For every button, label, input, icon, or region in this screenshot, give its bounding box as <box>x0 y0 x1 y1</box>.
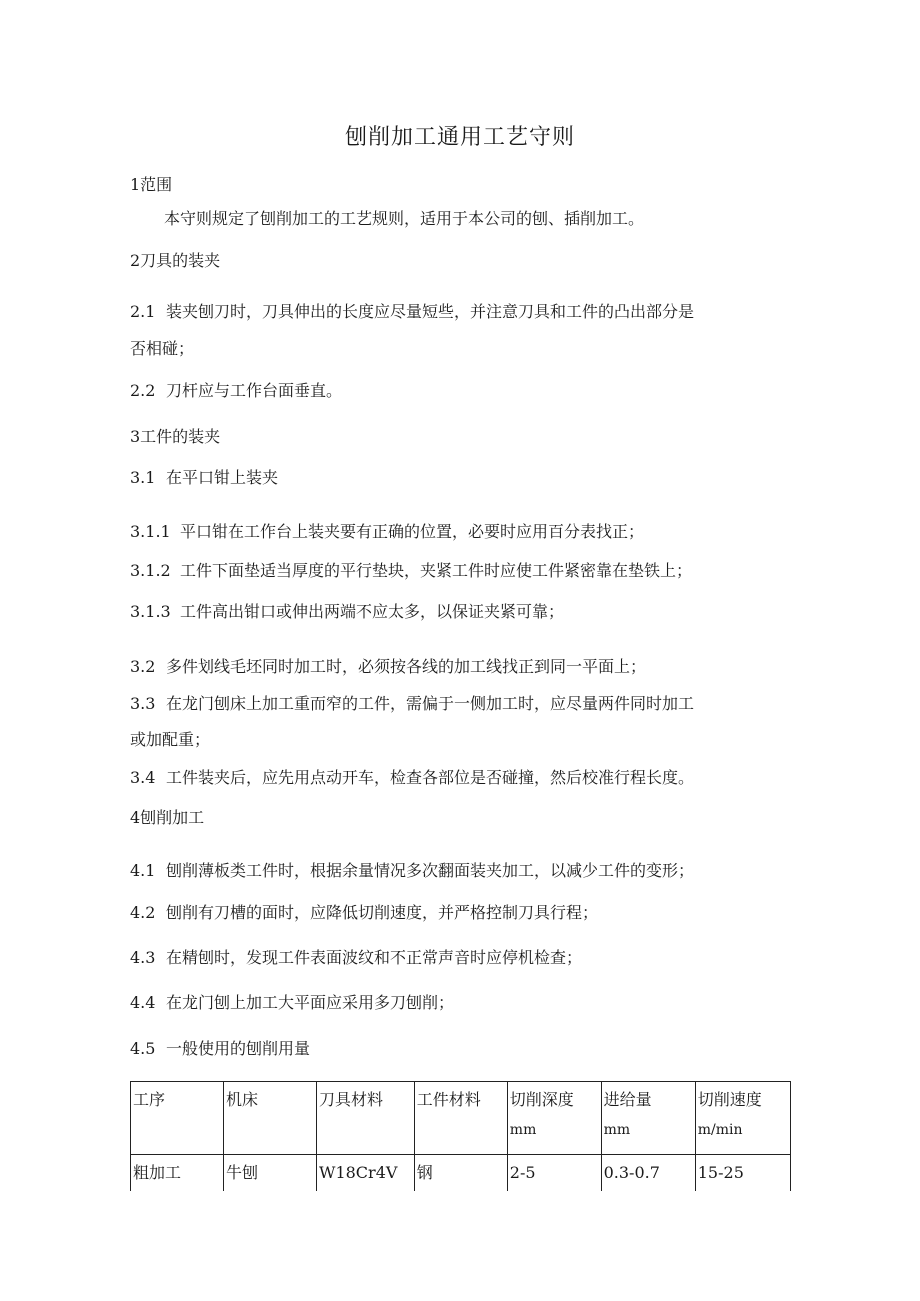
table-cell: 15-25 <box>695 1155 790 1192</box>
item-3-3-continued: 或加配重； <box>130 730 211 749</box>
item-3-4 <box>130 768 694 788</box>
table-row <box>131 1155 791 1192</box>
table-cell: 0.3-0.7 <box>601 1155 695 1192</box>
item-number: 4.1 <box>130 861 156 880</box>
item-text: 工件下面垫适当厚度的平行垫块，夹紧工件时应使工件紧密靠在垫铁上； <box>180 561 693 580</box>
header-label: 机床 <box>226 1090 259 1109</box>
header-label: 工序 <box>133 1090 166 1109</box>
header-cell-process <box>131 1082 224 1155</box>
header-cell-machine <box>224 1082 317 1155</box>
item-text: 多件划线毛坯同时加工时，必须按各线的加工线找正到同一平面上； <box>166 657 647 676</box>
item-number: 2.1 <box>130 302 156 321</box>
item-number: 3.1.1 <box>130 522 171 541</box>
item-3-1 <box>130 468 278 488</box>
section-1-text: 本守则规定了刨削加工的工艺规则，适用于本公司的刨、插削加工。 <box>164 209 645 228</box>
item-text: 平口钳在工作台上装夹要有正确的位置，必要时应用百分表找正； <box>180 522 645 541</box>
item-text: 工件高出钳口或伸出两端不应太多，以保证夹紧可靠； <box>180 602 565 621</box>
item-3-1-1 <box>130 522 644 542</box>
header-unit: mm <box>509 1122 537 1138</box>
header-label: 进给量 <box>603 1090 652 1109</box>
item-text: 在平口钳上装夹 <box>166 468 279 487</box>
item-number: 3.1 <box>130 468 156 487</box>
section-1-heading: 1范围 <box>130 175 173 194</box>
header-label: 切削速度 <box>697 1090 762 1109</box>
item-4-1 <box>130 861 694 881</box>
header-cell-workpiece-material <box>414 1082 507 1155</box>
item-text: 刨削薄板类工件时，根据余量情况多次翻面装夹加工，以减少工件的变形； <box>166 861 695 880</box>
table-cell: 2-5 <box>507 1155 601 1192</box>
header-unit: mm <box>603 1122 631 1138</box>
item-text: 一般使用的刨削用量 <box>166 1039 311 1058</box>
header-cell-feed <box>601 1082 695 1155</box>
item-number: 3.3 <box>130 694 156 713</box>
item-2-1 <box>130 302 694 322</box>
item-text: 工件装夹后，应先用点动开车，检查各部位是否碰撞，然后校准行程长度。 <box>166 768 695 787</box>
section-3-heading: 3工件的装夹 <box>130 427 221 446</box>
header-label: 切削深度 <box>509 1090 574 1109</box>
section-2-heading: 2刀具的装夹 <box>130 251 221 270</box>
item-3-3 <box>130 694 694 714</box>
header-cell-tool-material <box>317 1082 415 1155</box>
header-label: 刀具材料 <box>319 1090 384 1109</box>
item-4-3 <box>130 948 582 968</box>
table-cell: 牛刨 <box>224 1155 317 1192</box>
item-text: 在龙门刨床上加工重而窄的工件，需偏于一侧加工时，应尽量两件同时加工 <box>166 694 695 713</box>
table-cell: W18Cr4V <box>317 1155 415 1192</box>
table-cell: 粗加工 <box>131 1155 224 1192</box>
item-2-1-continued: 否相碰； <box>130 339 195 358</box>
section-4-heading: 4刨削加工 <box>130 808 205 827</box>
item-number: 3.2 <box>130 657 156 676</box>
item-number: 3.4 <box>130 768 156 787</box>
item-text: 在龙门刨上加工大平面应采用多刀刨削； <box>166 993 455 1012</box>
item-text: 刨削有刀槽的面时，应降低切削速度，并严格控制刀具行程； <box>166 903 599 922</box>
item-number: 4.3 <box>130 948 156 967</box>
item-number: 4.4 <box>130 993 156 1012</box>
header-unit: m/min <box>697 1122 743 1138</box>
item-number: 4.5 <box>130 1039 156 1058</box>
item-4-5 <box>130 1039 310 1059</box>
item-text: 刀杆应与工作台面垂直。 <box>166 381 343 400</box>
item-3-1-2 <box>130 561 692 581</box>
item-text: 在精刨时，发现工件表面波纹和不正常声音时应停机检查； <box>166 948 583 967</box>
item-number: 2.2 <box>130 381 156 400</box>
header-cell-cutting-speed <box>695 1082 790 1155</box>
planing-parameters-table <box>130 1081 791 1191</box>
item-number: 3.1.2 <box>130 561 171 580</box>
item-2-2 <box>130 381 342 401</box>
item-number: 3.1.3 <box>130 602 171 621</box>
header-label: 工件材料 <box>416 1090 481 1109</box>
item-3-2 <box>130 657 646 677</box>
document-title: 刨削加工通用工艺守则 <box>344 125 575 150</box>
item-text: 装夹刨刀时，刀具伸出的长度应尽量短些，并注意刀具和工件的凸出部分是 <box>166 302 695 321</box>
item-4-4 <box>130 993 454 1013</box>
item-4-2 <box>130 903 598 923</box>
item-number: 4.2 <box>130 903 156 922</box>
header-cell-cutting-depth <box>507 1082 601 1155</box>
item-3-1-3 <box>130 602 564 622</box>
table-cell: 钢 <box>414 1155 507 1192</box>
table-header-row <box>131 1082 791 1155</box>
